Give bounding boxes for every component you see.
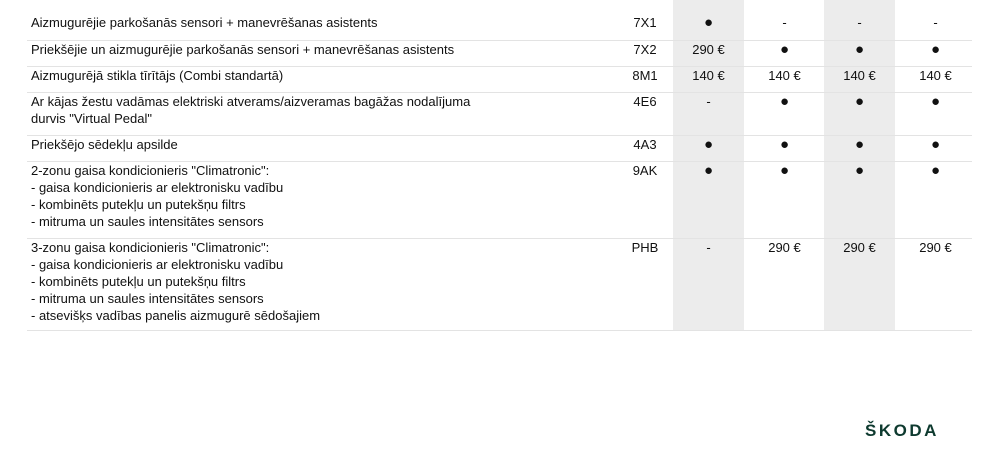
table-row bbox=[27, 238, 972, 331]
trim-value-col3: ● bbox=[854, 41, 865, 58]
trim-value-col3: 140 € bbox=[843, 68, 876, 83]
description-line: - atsevišķs vadības panelis aizmugurē sēdošajiem bbox=[31, 308, 321, 323]
table-row bbox=[27, 40, 972, 67]
description-line: Aizmugurējie parkošanās sensori + manevrēšanas asistents bbox=[31, 15, 378, 30]
description-line: Ar kājas žestu vadāmas elektriski atverams/aizveramas bagāžas nodalījuma bbox=[31, 94, 471, 109]
description-line: 2-zonu gaisa kondicionieris "Climatronic": bbox=[31, 163, 270, 178]
description-line: Priekšējo sēdekļu apsilde bbox=[31, 137, 178, 152]
trim-value-col4: ● bbox=[930, 162, 941, 179]
description-line: - gaisa kondicionieris ar elektronisku vadību bbox=[31, 180, 284, 195]
trim-value-col3: 290 € bbox=[843, 240, 876, 255]
trim-value-col3: ● bbox=[854, 136, 865, 153]
trim-value-col2: ● bbox=[779, 136, 790, 153]
table-row bbox=[27, 66, 972, 93]
trim-value-col3: ● bbox=[854, 93, 865, 110]
trim-value-col4: ● bbox=[930, 41, 941, 58]
option-description bbox=[31, 14, 591, 31]
description-line: Priekšējie un aizmugurējie parkošanās sensori + manevrēšanas asistents bbox=[31, 42, 455, 57]
trim-value-col2: ● bbox=[779, 162, 790, 179]
trim-value-col3: ● bbox=[854, 162, 865, 179]
trim-value-col3: - bbox=[857, 15, 862, 30]
description-line: - gaisa kondicionieris ar elektronisku vadību bbox=[31, 257, 284, 272]
skoda-logo-text: ŠKODA bbox=[865, 421, 939, 440]
table-row bbox=[27, 135, 972, 162]
description-line: durvis "Virtual Pedal" bbox=[31, 111, 152, 126]
trim-value-col4: 290 € bbox=[919, 240, 952, 255]
trim-value-col1: ● bbox=[703, 162, 714, 179]
option-code: PHB bbox=[631, 240, 659, 255]
table-row bbox=[27, 13, 972, 41]
table-row bbox=[27, 161, 972, 239]
description-line: - kombinēts putekļu un putekšņu filtrs bbox=[31, 274, 246, 289]
option-code: 7X2 bbox=[633, 42, 657, 57]
option-code: 4A3 bbox=[633, 137, 657, 152]
trim-value-col2: - bbox=[782, 15, 787, 30]
option-description bbox=[31, 41, 591, 58]
trim-value-col1: ● bbox=[703, 136, 714, 153]
description-line: - mitruma un saules intensitātes sensors bbox=[31, 214, 264, 229]
trim-value-col4: ● bbox=[930, 136, 941, 153]
option-description bbox=[31, 239, 591, 324]
trim-value-col1: ● bbox=[703, 14, 714, 31]
option-code: 7X1 bbox=[633, 15, 657, 30]
trim-value-col1: - bbox=[706, 94, 711, 109]
trim-value-col2: ● bbox=[779, 93, 790, 110]
trim-value-col2: 140 € bbox=[768, 68, 801, 83]
trim-value-col1: 290 € bbox=[692, 42, 725, 57]
option-description bbox=[31, 93, 591, 127]
table-row bbox=[27, 92, 972, 136]
trim-value-col1: - bbox=[706, 240, 711, 255]
skoda-logo bbox=[865, 420, 975, 440]
option-code: 4E6 bbox=[633, 94, 657, 109]
trim-value-col1: 140 € bbox=[692, 68, 725, 83]
description-line: - kombinēts putekļu un putekšņu filtrs bbox=[31, 197, 246, 212]
trim-value-col4: 140 € bbox=[919, 68, 952, 83]
trim-value-col2: ● bbox=[779, 41, 790, 58]
trim-value-col4: - bbox=[933, 15, 938, 30]
description-line: - mitruma un saules intensitātes sensors bbox=[31, 291, 264, 306]
option-description bbox=[31, 136, 591, 153]
trim-value-col4: ● bbox=[930, 93, 941, 110]
trim-value-col2: 290 € bbox=[768, 240, 801, 255]
description-line: Aizmugurējā stikla tīrītājs (Combi standartā) bbox=[31, 68, 284, 83]
option-code: 9AK bbox=[632, 163, 658, 178]
description-line: 3-zonu gaisa kondicionieris "Climatronic": bbox=[31, 240, 270, 255]
option-description bbox=[31, 162, 591, 230]
option-code: 8M1 bbox=[632, 68, 658, 83]
option-description bbox=[31, 67, 591, 84]
